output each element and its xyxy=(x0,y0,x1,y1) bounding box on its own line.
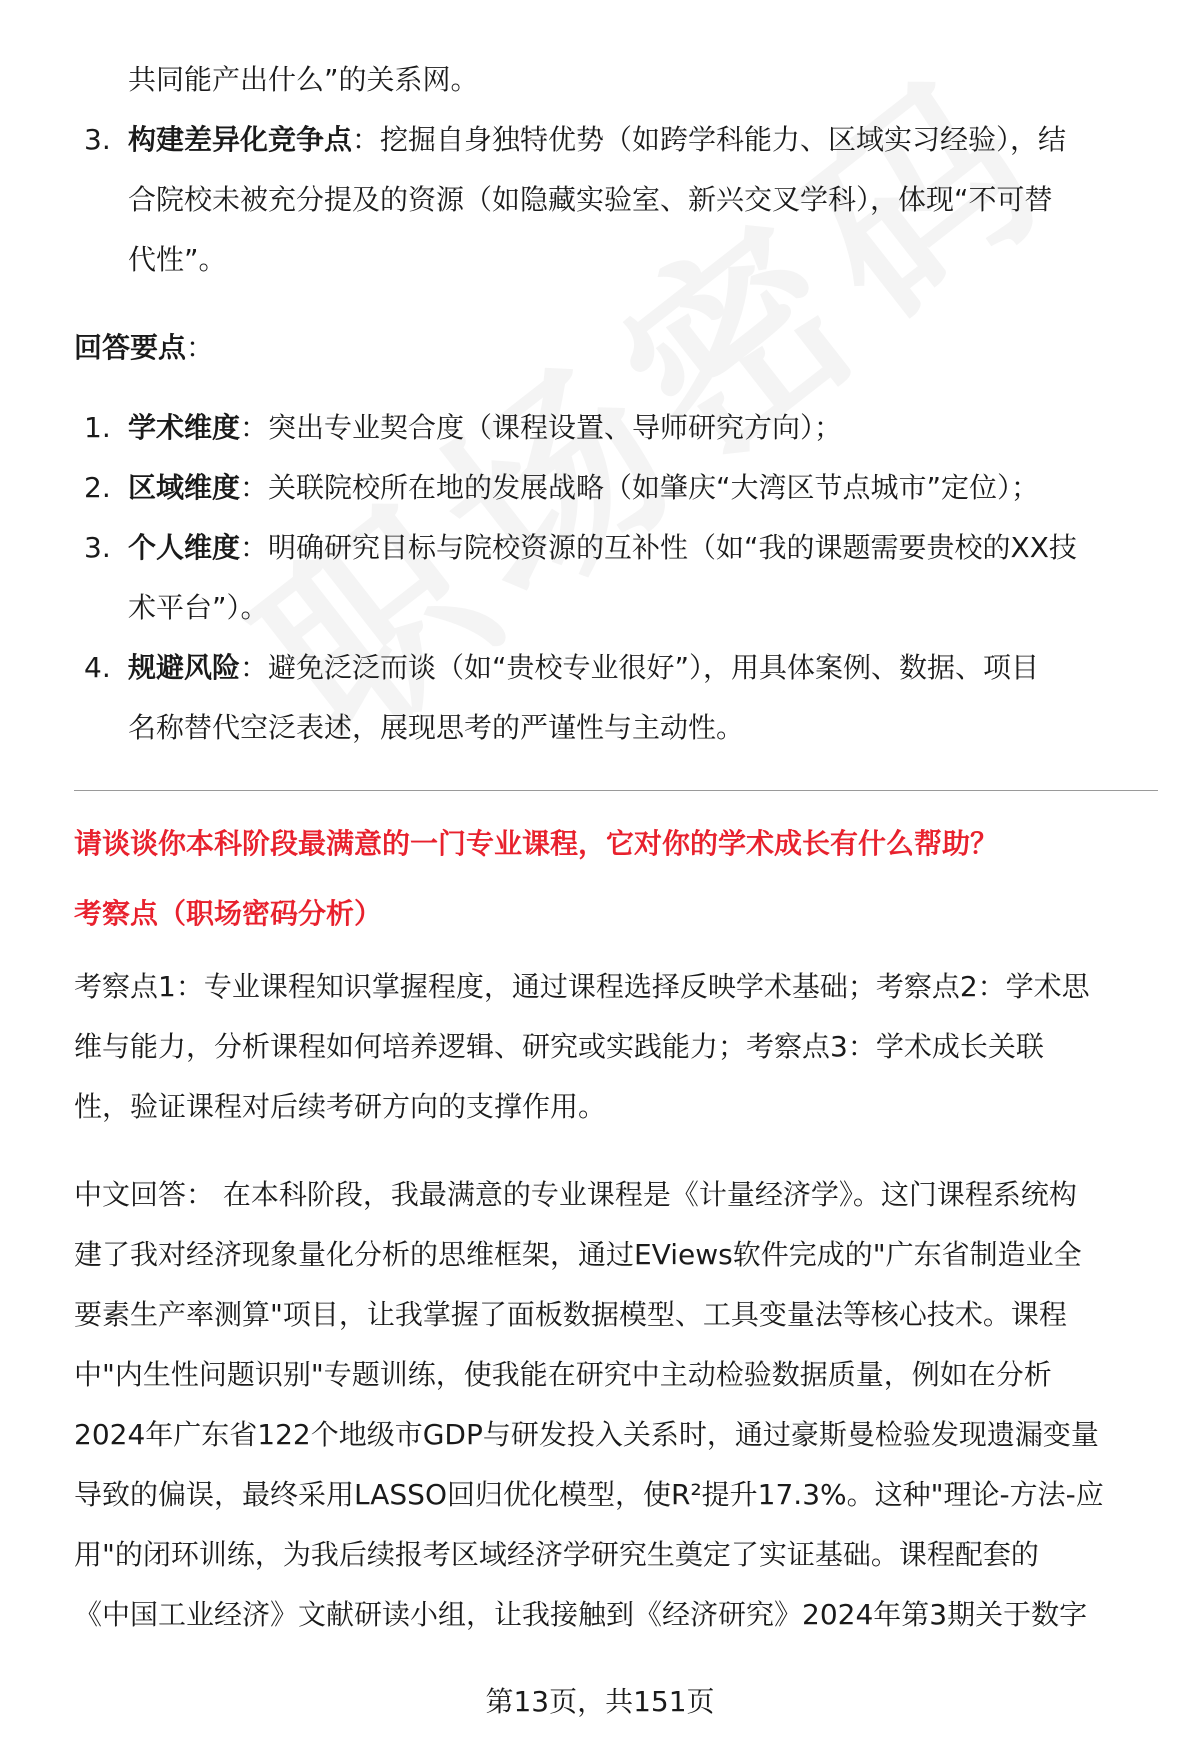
heading-text: 回答要点 xyxy=(74,331,187,364)
list-number: 3. xyxy=(84,123,111,156)
list-item-sep: ： xyxy=(240,471,269,504)
paragraph-line: 用"的闭环训练，为我后续报考区域经济学研究生奠定了实证基础。课程配套的 xyxy=(74,1538,1039,1571)
paragraph-line: 中"内生性问题识别"专题训练，使我能在研究中主动检验数据质量，例如在分析 xyxy=(74,1358,1052,1391)
list-item-line: 名称替代空泛表述，展现思考的严谨性与主动性。 xyxy=(128,711,745,744)
list-item-line: 术平台”）。 xyxy=(128,591,269,624)
continuation-item xyxy=(74,50,1164,110)
list-item-sep: ： xyxy=(240,531,269,564)
list-item-title: 规避风险 xyxy=(128,651,241,684)
list-number: 2. xyxy=(84,471,111,504)
list-item-title: 个人维度 xyxy=(128,531,241,564)
question-title: 请谈谈你本科阶段最满意的一门专业课程，它对你的学术成长有什么帮助？ xyxy=(74,827,999,860)
answer-point-personal xyxy=(74,518,1164,638)
document-content xyxy=(74,50,1164,1645)
continuation-line: 共同能产出什么”的关系网。 xyxy=(128,63,479,96)
answer-points-heading xyxy=(74,318,1164,378)
answer-point-risk xyxy=(74,638,1164,758)
list-item-differentiation xyxy=(74,110,1164,290)
list-item-line xyxy=(128,518,1164,578)
section-divider xyxy=(74,790,1158,791)
list-item-title: 学术维度 xyxy=(128,411,241,444)
list-item-text: 关联院校所在地的发展战略（如肇庆“大湾区节点城市”定位）； xyxy=(268,471,1040,504)
list-item-title: 区域维度 xyxy=(128,471,241,504)
list-item-line xyxy=(128,398,1164,458)
list-item-line: 代性”。 xyxy=(128,243,227,276)
paragraph-line: 导致的偏误，最终采用LASSO回归优化模型，使R²提升17.3%。这种"理论-方法-应 xyxy=(74,1478,1104,1511)
page-number: 第13页，共151页 xyxy=(485,1685,715,1718)
list-item-text: 明确研究目标与院校资源的互补性（如“我的课题需要贵校的XX技 xyxy=(268,531,1077,564)
list-item-line xyxy=(128,110,1164,170)
paragraph-line: 建了我对经济现象量化分析的思维框架，通过EViews软件完成的"广东省制造业全 xyxy=(74,1238,1082,1271)
list-item-line xyxy=(128,638,1164,698)
paragraph-line: 《中国工业经济》文献研读小组，让我接触到《经济研究》2024年第3期关于数字 xyxy=(74,1598,1088,1631)
paragraph-line: 性，验证课程对后续考研方向的支撑作用。 xyxy=(74,1090,607,1123)
list-item-text: 挖掘自身独特优势（如跨学科能力、区域实习经验），结 xyxy=(380,123,1067,156)
assessment-paragraph xyxy=(74,957,1164,1137)
chinese-answer-paragraph xyxy=(74,1165,1164,1645)
list-item-sep: ： xyxy=(240,411,269,444)
list-item-title: 构建差异化竞争点 xyxy=(128,123,353,156)
list-item-sep: ： xyxy=(240,651,269,684)
answer-point-academic xyxy=(74,398,1164,458)
list-item-sep: ： xyxy=(352,123,381,156)
list-item-text: 避免泛泛而谈（如“贵校专业很好”），用具体案例、数据、项目 xyxy=(268,651,1040,684)
list-number: 4. xyxy=(84,651,111,684)
list-number: 1. xyxy=(84,411,111,444)
paragraph-line: 2024年广东省122个地级市GDP与研发投入关系时，通过豪斯曼检验发现遗漏变量 xyxy=(74,1418,1099,1451)
paragraph-line: 要素生产率测算"项目，让我掌握了面板数据模型、工具变量法等核心技术。课程 xyxy=(74,1298,1067,1331)
paragraph-line: 考察点1：专业课程知识掌握程度，通过课程选择反映学术基础；考察点2：学术思 xyxy=(74,970,1090,1003)
list-number: 3. xyxy=(84,531,111,564)
list-item-line: 合院校未被充分提及的资源（如隐藏实验室、新兴交叉学科），体现“不可替 xyxy=(128,183,1053,216)
paragraph-line: 维与能力，分析课程如何培养逻辑、研究或实践能力；考察点3：学术成长关联 xyxy=(74,1030,1044,1063)
answer-point-regional xyxy=(74,458,1164,518)
list-item-text: 突出专业契合度（课程设置、导师研究方向）； xyxy=(268,411,843,444)
list-item-line xyxy=(128,458,1164,518)
question-subtitle: 考察点（职场密码分析） xyxy=(74,897,383,930)
heading-sep: ： xyxy=(186,331,215,364)
paragraph-line: 中文回答： 在本科阶段，我最满意的专业课程是《计量经济学》。这门课程系统构 xyxy=(74,1178,1077,1211)
